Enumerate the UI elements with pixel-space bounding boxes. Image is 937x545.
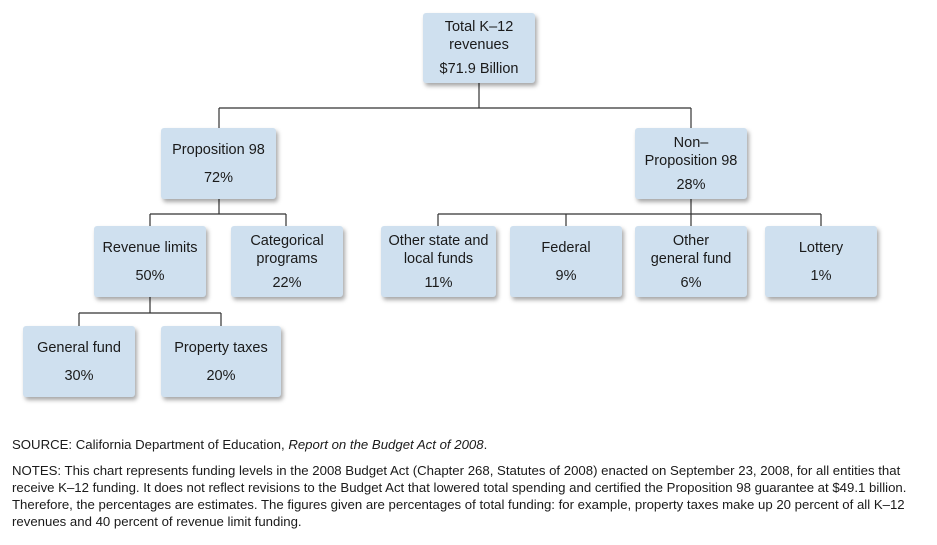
- node-label: Federal: [541, 239, 591, 256]
- node-value: 30%: [64, 367, 94, 384]
- node-label: Categorical programs: [250, 232, 324, 267]
- node-label: Proposition 98: [172, 141, 265, 158]
- node-lottery: [765, 226, 877, 297]
- node-other-state-local-funds: [381, 226, 496, 297]
- node-value: 1%: [810, 267, 832, 284]
- node-general-fund: [23, 326, 135, 397]
- source-note: [12, 436, 927, 453]
- node-proposition-98: [161, 128, 276, 199]
- node-label: Lottery: [798, 239, 844, 256]
- source-title: Report on the Budget Act of 2008: [288, 437, 484, 452]
- node-label: Other state and local funds: [388, 232, 489, 267]
- node-value: 11%: [424, 274, 453, 291]
- node-value: 28%: [676, 176, 706, 193]
- node-label: Total K–12 revenues: [444, 19, 514, 53]
- node-value: 72%: [203, 169, 234, 186]
- node-property-taxes: [161, 326, 281, 397]
- node-revenue-limits: [94, 226, 206, 297]
- node-total-revenues: [423, 13, 535, 83]
- node-value: 50%: [135, 267, 165, 284]
- node-other-general-fund: [635, 226, 747, 297]
- node-non-proposition-98: [635, 128, 747, 199]
- node-value: 22%: [272, 274, 302, 291]
- node-label: Other general fund: [650, 232, 732, 267]
- node-value: $71.9 Billion: [439, 61, 519, 77]
- node-label: Property taxes: [174, 339, 268, 356]
- node-value: 6%: [680, 274, 702, 291]
- node-label: Non– Proposition 98: [644, 134, 738, 169]
- source-suffix: .: [483, 437, 488, 452]
- node-value: 20%: [206, 367, 236, 384]
- notes-text: NOTES: This chart represents funding levels in the 2008 Budget Act (Chapter 268, Statutes of 2008) enacted on September 23, 2008, for all entities that receive K–12 funding. It does not reflect revisions to the Budget Act that lowered total spending and certified the Proposition 98 guarantee at $49.1 billion. Therefore, the percentages are estimates. The figures given are percentages of total funding: for example, property taxes make up 20 percent of all K–12 revenues and 40 percent of revenue limit funding.: [12, 463, 907, 529]
- node-label: Revenue limits: [102, 239, 198, 256]
- source-prefix: SOURCE: California Department of Education,: [12, 437, 289, 452]
- node-label: General fund: [37, 339, 121, 356]
- node-categorical-programs: [231, 226, 343, 297]
- node-value: 9%: [555, 267, 577, 284]
- node-federal: [510, 226, 622, 297]
